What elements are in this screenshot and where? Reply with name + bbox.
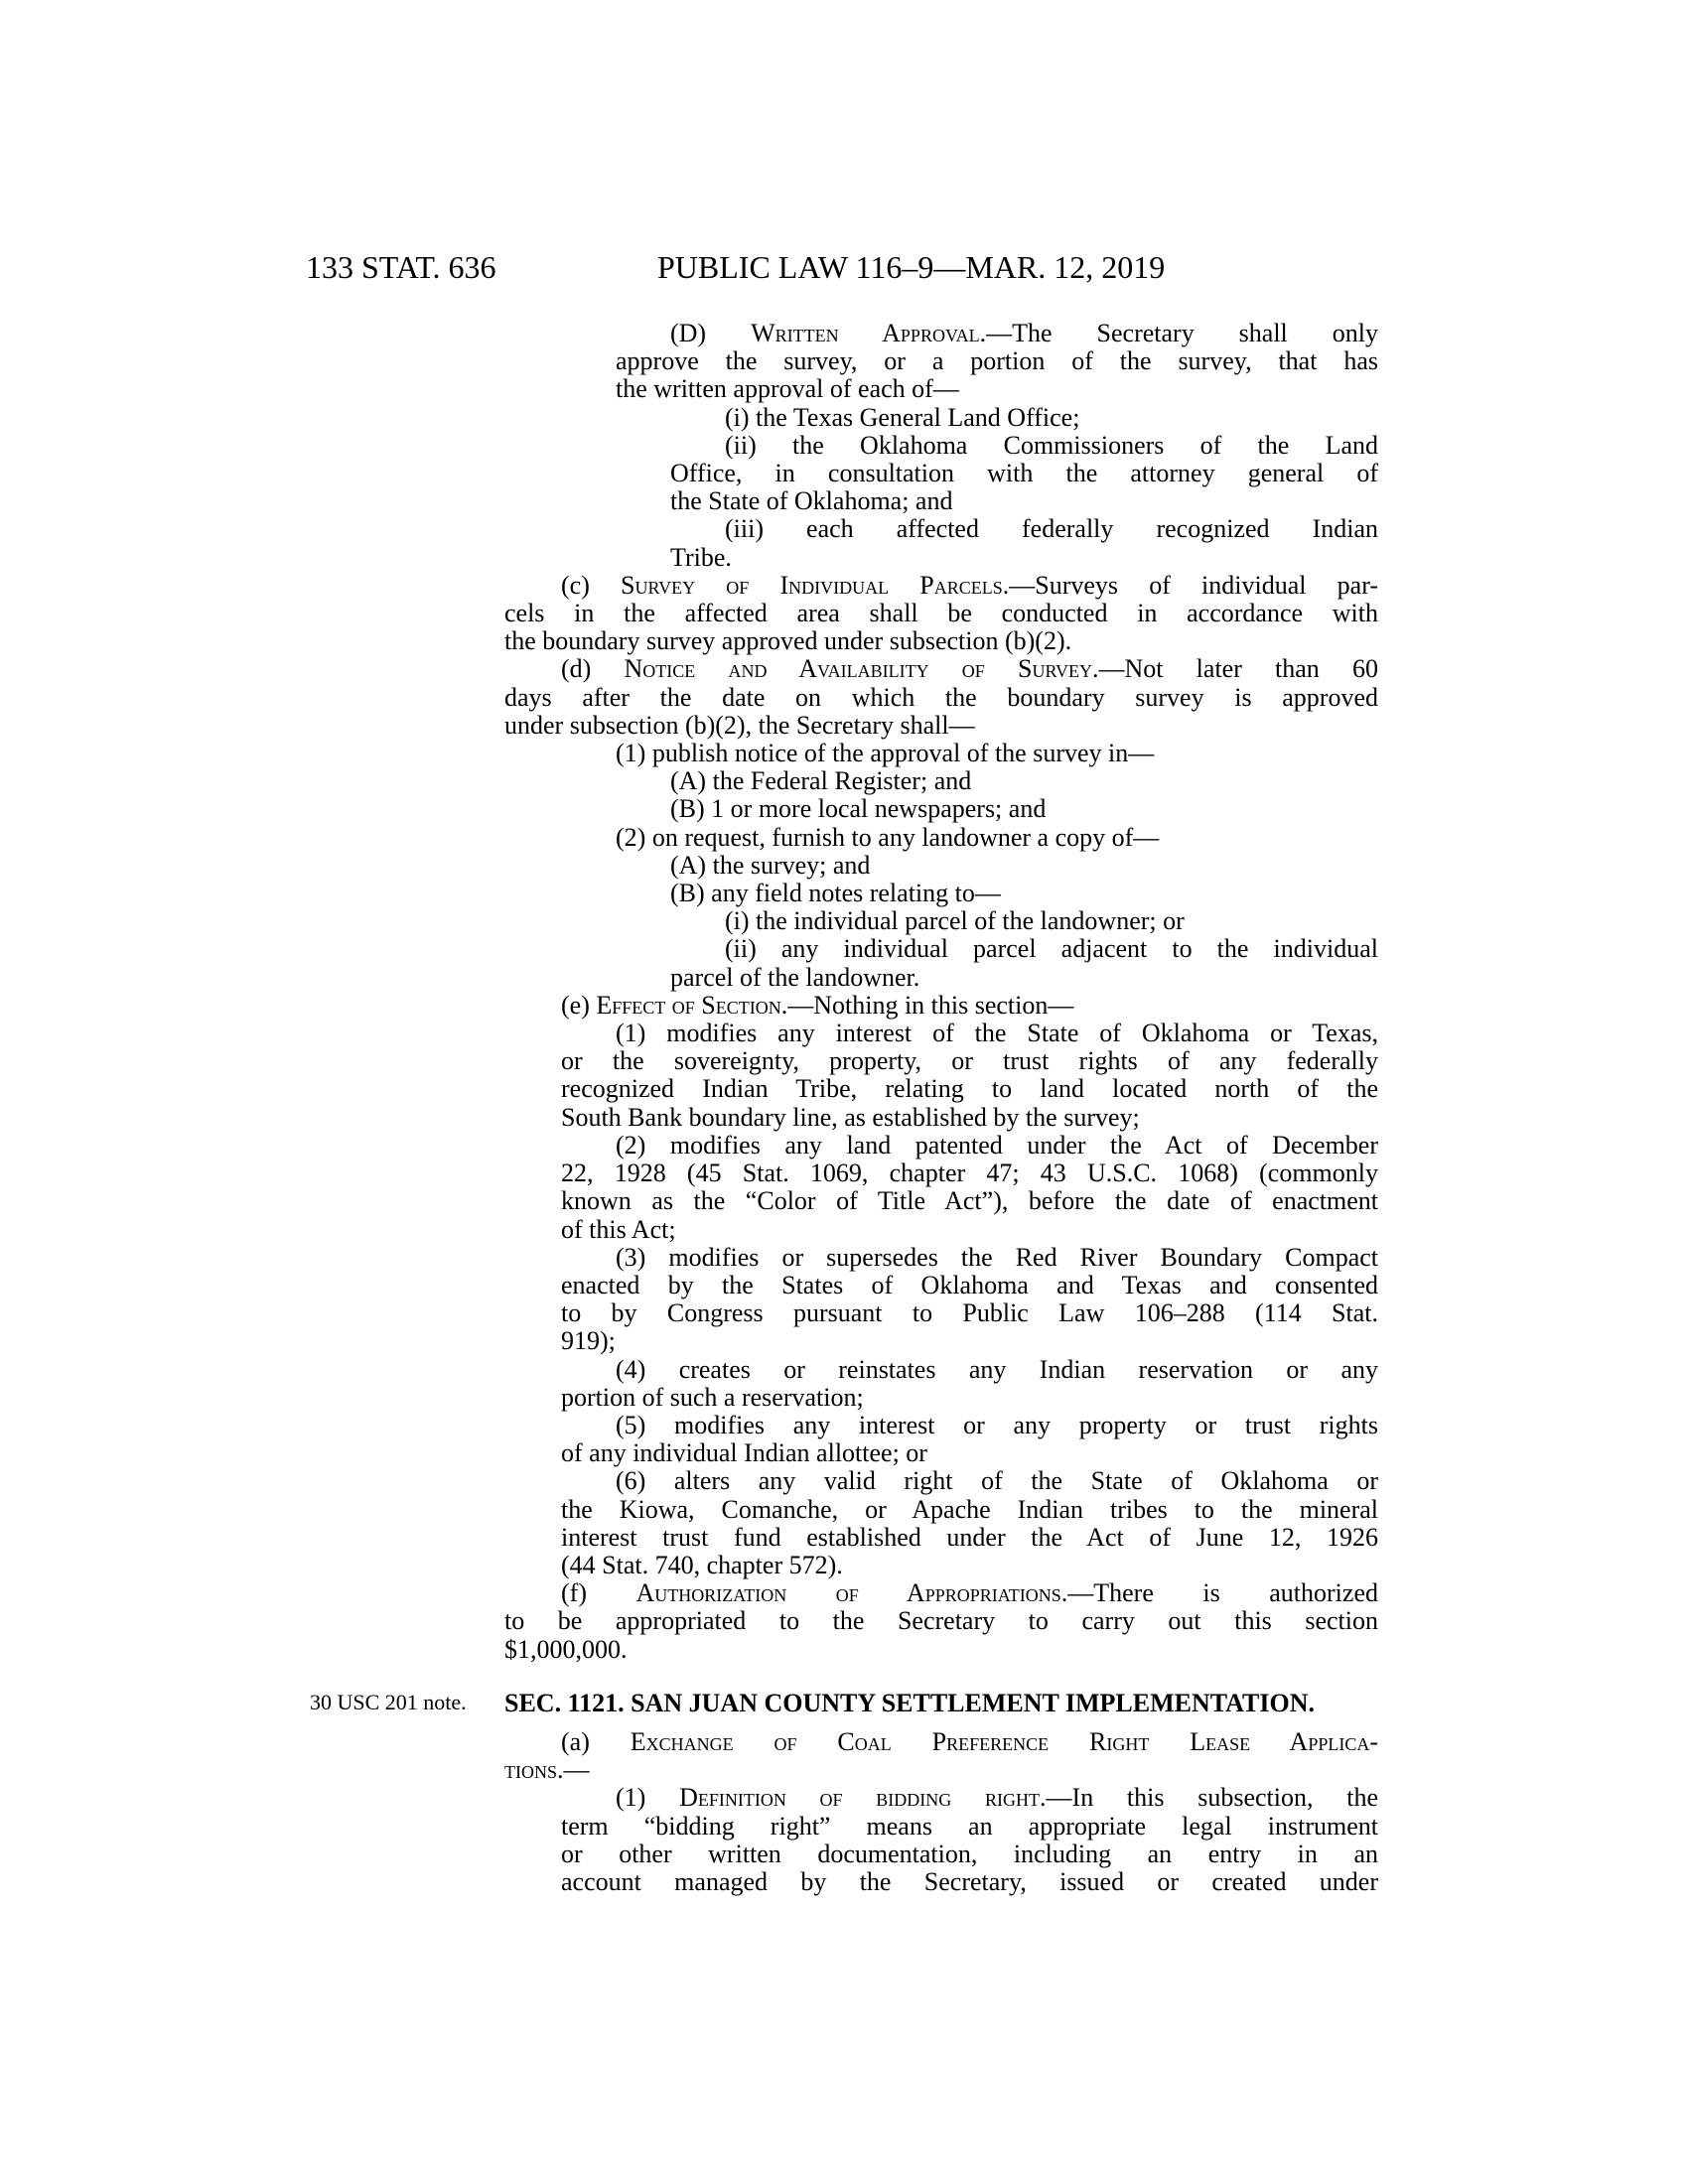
- text-run: (6) alters any valid right of the State of Oklahoma or: [616, 1466, 1378, 1496]
- text-run: .—Nothing in this section—: [780, 990, 1074, 1020]
- small-caps-run: tions: [504, 1755, 557, 1785]
- text-run: (B) 1 or more local newspapers; and: [670, 794, 1047, 824]
- text-line: [504, 1784, 1378, 1812]
- text-run: Tribe.: [670, 542, 732, 572]
- text-line: [504, 1327, 1378, 1355]
- small-caps-run: Survey of Individual Parcels: [621, 570, 1003, 600]
- text-line: [504, 1075, 1378, 1103]
- text-line: [504, 740, 1378, 767]
- small-caps-run: Exchange of Coal Preference Right Lease Applica-: [630, 1726, 1378, 1756]
- text-run: .—There is authorized: [1060, 1578, 1378, 1608]
- text-line: [504, 1132, 1378, 1160]
- text-run: of any individual Indian allottee; or: [561, 1438, 927, 1468]
- text-line: [504, 460, 1378, 487]
- text-run: enacted by the States of Oklahoma and Texas and consented: [561, 1270, 1378, 1299]
- text-run: (3) modifies or supersedes the Red River Boundary Compact: [616, 1242, 1378, 1272]
- text-line: [504, 1636, 1378, 1664]
- text-line: [504, 1412, 1378, 1439]
- text-run: account managed by the Secretary, issued or created under: [561, 1866, 1378, 1896]
- text-line: [504, 1841, 1378, 1868]
- text-run: (B) any field notes relating to—: [670, 879, 1001, 908]
- text-run: .—Surveys of individual par-: [1002, 570, 1378, 600]
- text-run: cels in the affected area shall be conducted in accordance with: [504, 599, 1378, 628]
- text-line: [504, 1496, 1378, 1524]
- text-run: to by Congress pursuant to Public Law 106–288 (114 Stat.: [561, 1298, 1378, 1328]
- margin-note-usc-citation: 30 USC 201 note.: [310, 1690, 467, 1714]
- text-line: [504, 627, 1378, 655]
- body-text: [504, 320, 1378, 1896]
- text-line: [504, 320, 1378, 347]
- text-line: [504, 767, 1378, 795]
- text-line: [504, 1607, 1378, 1635]
- text-line: [504, 1356, 1378, 1384]
- text-run: under subsection (b)(2), the Secretary shall—: [504, 710, 975, 740]
- text-line: [504, 824, 1378, 852]
- text-run: (e): [561, 990, 597, 1020]
- text-line: [504, 544, 1378, 572]
- text-line: [504, 1813, 1378, 1841]
- text-run: 22, 1928 (45 Stat. 1069, chapter 47; 43 U.S.C. 1068) (commonly: [561, 1159, 1378, 1188]
- text-line: [504, 1868, 1378, 1896]
- text-line: [504, 515, 1378, 543]
- text-line: [504, 1047, 1378, 1075]
- small-caps-run: Written Approval: [751, 319, 980, 347]
- text-run: interest trust fund established under the Act of June 12, 1926: [561, 1522, 1378, 1552]
- text-line: [504, 1384, 1378, 1412]
- text-line: [504, 1272, 1378, 1299]
- text-run: (d): [561, 654, 625, 684]
- text-run: to be appropriated to the Secretary to carry out this section: [504, 1606, 1378, 1636]
- text-run: .—: [557, 1755, 590, 1785]
- text-line: [504, 1439, 1378, 1467]
- text-run: (i) the individual parcel of the landowner; or: [725, 906, 1185, 936]
- text-line: [504, 1579, 1378, 1607]
- text-run: 919);: [561, 1326, 616, 1356]
- text-run: recognized Indian Tribe, relating to land located north of the: [561, 1074, 1378, 1104]
- text-line: [504, 404, 1378, 432]
- text-line: [504, 1020, 1378, 1047]
- text-line: [504, 432, 1378, 460]
- text-line: [504, 880, 1378, 907]
- text-run: .—Not later than 60: [1092, 654, 1378, 684]
- text-run: (c): [561, 570, 622, 600]
- text-line: [504, 1756, 1378, 1784]
- text-line: [504, 572, 1378, 600]
- text-run: or the sovereignty, property, or trust rights of any federally: [561, 1046, 1378, 1076]
- text-run: (1) publish notice of the approval of the survey in—: [616, 739, 1155, 768]
- text-run: (2) modifies any land patented under the Act of December: [616, 1130, 1378, 1160]
- text-run: (D): [670, 319, 752, 347]
- text-run: .—The Secretary shall only: [979, 319, 1378, 347]
- text-run: portion of such a reservation;: [561, 1382, 864, 1412]
- text-line: [504, 1552, 1378, 1579]
- text-run: (ii) the Oklahoma Commissioners of the Land: [725, 430, 1378, 460]
- text-line: [504, 1160, 1378, 1187]
- text-line: [504, 1728, 1378, 1756]
- section-heading: [504, 1690, 1378, 1717]
- text-line: [504, 1524, 1378, 1552]
- text-run: (1): [616, 1783, 680, 1813]
- text-line: [504, 1104, 1378, 1132]
- text-run: (44 Stat. 740, chapter 572).: [561, 1550, 843, 1579]
- text-run: of this Act;: [561, 1214, 676, 1244]
- text-line: [504, 487, 1378, 515]
- text-line: [504, 375, 1378, 403]
- text-run: (4) creates or reinstates any Indian reservation or any: [616, 1354, 1378, 1384]
- text-line: [504, 1216, 1378, 1244]
- text-run: (i) the Texas General Land Office;: [725, 402, 1080, 432]
- text-line: [504, 655, 1378, 683]
- text-run: the Kiowa, Comanche, or Apache Indian tribes to the mineral: [561, 1494, 1378, 1524]
- text-run: term “bidding right” means an appropriate legal instrument: [561, 1811, 1378, 1841]
- text-line: [504, 964, 1378, 992]
- text-run: (2) on request, furnish to any landowner a copy of—: [616, 822, 1160, 852]
- text-run: the boundary survey approved under subsection (b)(2).: [504, 626, 1072, 656]
- text-run: (A) the Federal Register; and: [670, 766, 972, 796]
- text-run: (1) modifies any interest of the State of Oklahoma or Texas,: [616, 1019, 1378, 1048]
- small-caps-run: Definition of bidding right: [679, 1783, 1041, 1813]
- text-run: .—In this subsection, the: [1040, 1783, 1378, 1813]
- text-line: [504, 935, 1378, 963]
- text-run: (iii) each affected federally recognized Indian: [725, 514, 1378, 544]
- small-caps-run: Notice and Availability of Survey: [624, 654, 1092, 684]
- text-run: Office, in consultation with the attorney general of: [670, 459, 1378, 488]
- public-law-running-head: PUBLIC LAW 116–9—MAR. 12, 2019: [657, 249, 1166, 285]
- text-line: [504, 1187, 1378, 1215]
- text-line: [504, 1299, 1378, 1327]
- text-run: the written approval of each of—: [616, 374, 959, 404]
- text-line: [504, 600, 1378, 627]
- text-run: $1,000,000.: [504, 1634, 628, 1664]
- text-run: days after the date on which the boundary survey is approved: [504, 682, 1378, 712]
- text-line: [504, 992, 1378, 1020]
- text-run: (a): [561, 1726, 631, 1756]
- text-run: South Bank boundary line, as established by the survey;: [561, 1102, 1140, 1132]
- text-run: approve the survey, or a portion of the survey, that has: [616, 346, 1378, 376]
- small-caps-run: Effect of Section: [596, 990, 781, 1020]
- text-line: [504, 795, 1378, 823]
- text-run: or other written documentation, including an entry in an: [561, 1839, 1378, 1868]
- text-run: parcel of the landowner.: [670, 962, 920, 992]
- text-run: (f): [561, 1578, 636, 1608]
- text-run: (A) the survey; and: [670, 850, 871, 880]
- text-run: the State of Oklahoma; and: [670, 486, 953, 516]
- text-line: [504, 852, 1378, 880]
- text-run: SEC. 1121. SAN JUAN COUNTY SETTLEMENT IMPLEMENTATION.: [504, 1688, 1315, 1717]
- text-run: (5) modifies any interest or any property or trust rights: [616, 1410, 1378, 1439]
- text-line: [504, 907, 1378, 935]
- page-number-running-head: 133 STAT. 636: [306, 249, 496, 285]
- text-run: known as the “Color of Title Act”), before the date of enactment: [561, 1186, 1378, 1216]
- text-line: [504, 712, 1378, 740]
- text-run: (ii) any individual parcel adjacent to the individual: [725, 934, 1378, 964]
- text-line: [504, 1467, 1378, 1495]
- text-line: [504, 347, 1378, 375]
- small-caps-run: Authorization of Appropriations: [635, 1578, 1061, 1608]
- text-line: [504, 1244, 1378, 1272]
- text-line: [504, 684, 1378, 712]
